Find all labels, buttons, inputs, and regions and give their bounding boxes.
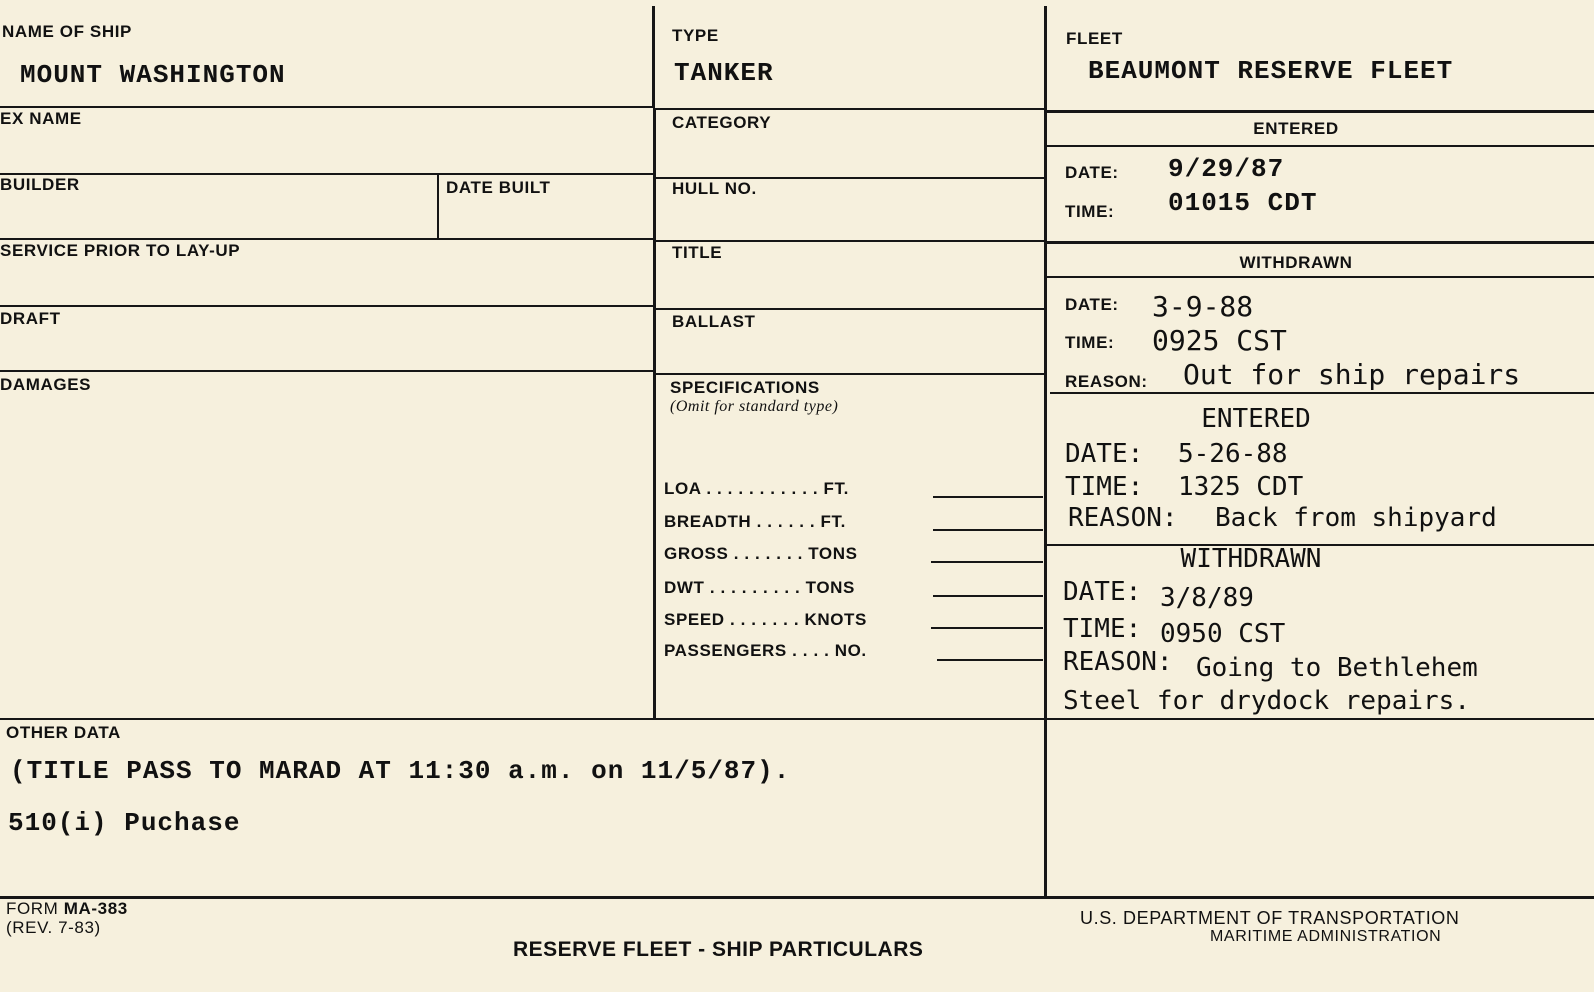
withdrawn2-heading: WITHDRAWN — [1180, 544, 1322, 574]
specifications-note: (Omit for standard type) — [670, 398, 839, 415]
title-label: TITLE — [672, 243, 723, 262]
withdrawn-time-label: TIME: — [1065, 333, 1115, 352]
spec-dwt-label: DWT . . . . . . . . . TONS — [664, 578, 855, 597]
form-prefix: FORM — [6, 899, 64, 918]
other-data-line1: (TITLE PASS TO MARAD AT 11:30 a.m. on 11/5/87). — [10, 756, 791, 786]
divider — [1046, 241, 1594, 244]
spec-breadth-line — [933, 529, 1043, 531]
specifications-label: SPECIFICATIONS — [670, 378, 820, 397]
entered2-date-value: 5-26-88 — [1178, 439, 1288, 469]
ex-name-label: EX NAME — [0, 109, 82, 128]
withdrawn-date-label: DATE: — [1065, 295, 1119, 314]
withdrawn-reason-label: REASON: — [1065, 372, 1148, 391]
divider — [1046, 276, 1594, 278]
divider — [654, 108, 1046, 110]
spec-speed-line — [931, 627, 1043, 629]
type-label: TYPE — [672, 26, 719, 45]
spec-loa-line — [933, 496, 1043, 498]
entered2-date-label: DATE: — [1065, 439, 1144, 469]
entered-heading: ENTERED — [1253, 119, 1339, 138]
withdrawn2-date-value: 3/8/89 — [1160, 583, 1254, 613]
spec-gross-line — [931, 561, 1043, 563]
spec-loa-label: LOA . . . . . . . . . . . FT. — [664, 479, 849, 498]
divider — [1046, 110, 1594, 113]
divider — [654, 240, 1046, 242]
divider — [653, 108, 656, 720]
spec-passengers-label: PASSENGERS . . . . NO. — [664, 641, 867, 660]
entered-date-value: 9/29/87 — [1168, 154, 1285, 184]
fleet-label: FLEET — [1066, 29, 1123, 48]
fleet-value: BEAUMONT RESERVE FLEET — [1088, 56, 1454, 86]
service-prior-label: SERVICE PRIOR TO LAY-UP — [0, 241, 241, 260]
entered-date-label: DATE: — [1065, 163, 1119, 182]
entered2-time-value: 1325 CDT — [1178, 472, 1304, 502]
entered-time-value: 01015 CDT — [1168, 188, 1318, 218]
agency-line1: U.S. DEPARTMENT OF TRANSPORTATION — [1080, 908, 1460, 928]
withdrawn-reason-value: Out for ship repairs — [1183, 358, 1521, 391]
type-value: TANKER — [674, 58, 774, 88]
name-of-ship-label: NAME OF SHIP — [2, 22, 132, 41]
hull-no-label: HULL NO. — [672, 179, 757, 198]
withdrawn2-time-value: 0950 CST — [1160, 619, 1286, 649]
spec-dwt-line — [933, 595, 1043, 597]
form-revision: (REV. 7-83) — [6, 918, 101, 937]
divider — [0, 718, 1594, 720]
form-number-value: MA-383 — [63, 899, 128, 918]
form-number — [6, 899, 128, 919]
draft-label: DRAFT — [0, 309, 61, 328]
footer-title: RESERVE FLEET - SHIP PARTICULARS — [513, 938, 924, 961]
divider — [1044, 6, 1047, 898]
other-data-line2: 510(i) Puchase — [8, 808, 241, 838]
divider — [1050, 392, 1594, 394]
spec-gross-label: GROSS . . . . . . . TONS — [664, 544, 858, 563]
divider — [0, 238, 654, 240]
withdrawn2-date-label: DATE: — [1063, 577, 1142, 607]
divider — [654, 373, 1046, 375]
divider — [652, 6, 655, 108]
divider — [654, 308, 1046, 310]
ballast-label: BALLAST — [672, 312, 756, 331]
withdrawn2-time-label: TIME: — [1063, 614, 1142, 644]
agency-line2: MARITIME ADMINISTRATION — [1210, 928, 1442, 945]
entered2-heading: ENTERED — [1201, 404, 1311, 434]
divider — [437, 175, 439, 239]
damages-label: DAMAGES — [0, 375, 92, 394]
divider — [0, 305, 654, 307]
other-data-label: OTHER DATA — [6, 723, 121, 742]
spec-breadth-label: BREADTH . . . . . . FT. — [664, 512, 846, 531]
divider — [0, 106, 654, 108]
name-of-ship-value: MOUNT WASHINGTON — [20, 60, 286, 90]
entered2-reason-value: Back from shipyard — [1215, 503, 1497, 533]
withdrawn-date-value: 3-9-88 — [1152, 290, 1254, 323]
spec-passengers-line — [937, 659, 1043, 661]
withdrawn-time-value: 0925 CST — [1152, 324, 1287, 357]
spec-speed-label: SPEED . . . . . . . KNOTS — [664, 610, 867, 629]
entered-time-label: TIME: — [1065, 202, 1115, 221]
divider — [0, 173, 654, 175]
date-built-label: DATE BUILT — [446, 178, 551, 197]
entered2-time-label: TIME: — [1065, 472, 1144, 502]
withdrawn2-reason-line2: Steel for drydock repairs. — [1063, 686, 1470, 716]
withdrawn2-reason-line1: Going to Bethlehem — [1196, 653, 1478, 683]
divider — [1046, 145, 1594, 147]
divider — [0, 896, 1594, 899]
withdrawn2-reason-label: REASON: — [1063, 647, 1173, 677]
withdrawn-heading: WITHDRAWN — [1239, 253, 1353, 272]
entered2-reason-label: REASON: — [1068, 503, 1178, 533]
divider — [0, 370, 654, 372]
category-label: CATEGORY — [672, 113, 772, 132]
builder-label: BUILDER — [0, 175, 80, 194]
